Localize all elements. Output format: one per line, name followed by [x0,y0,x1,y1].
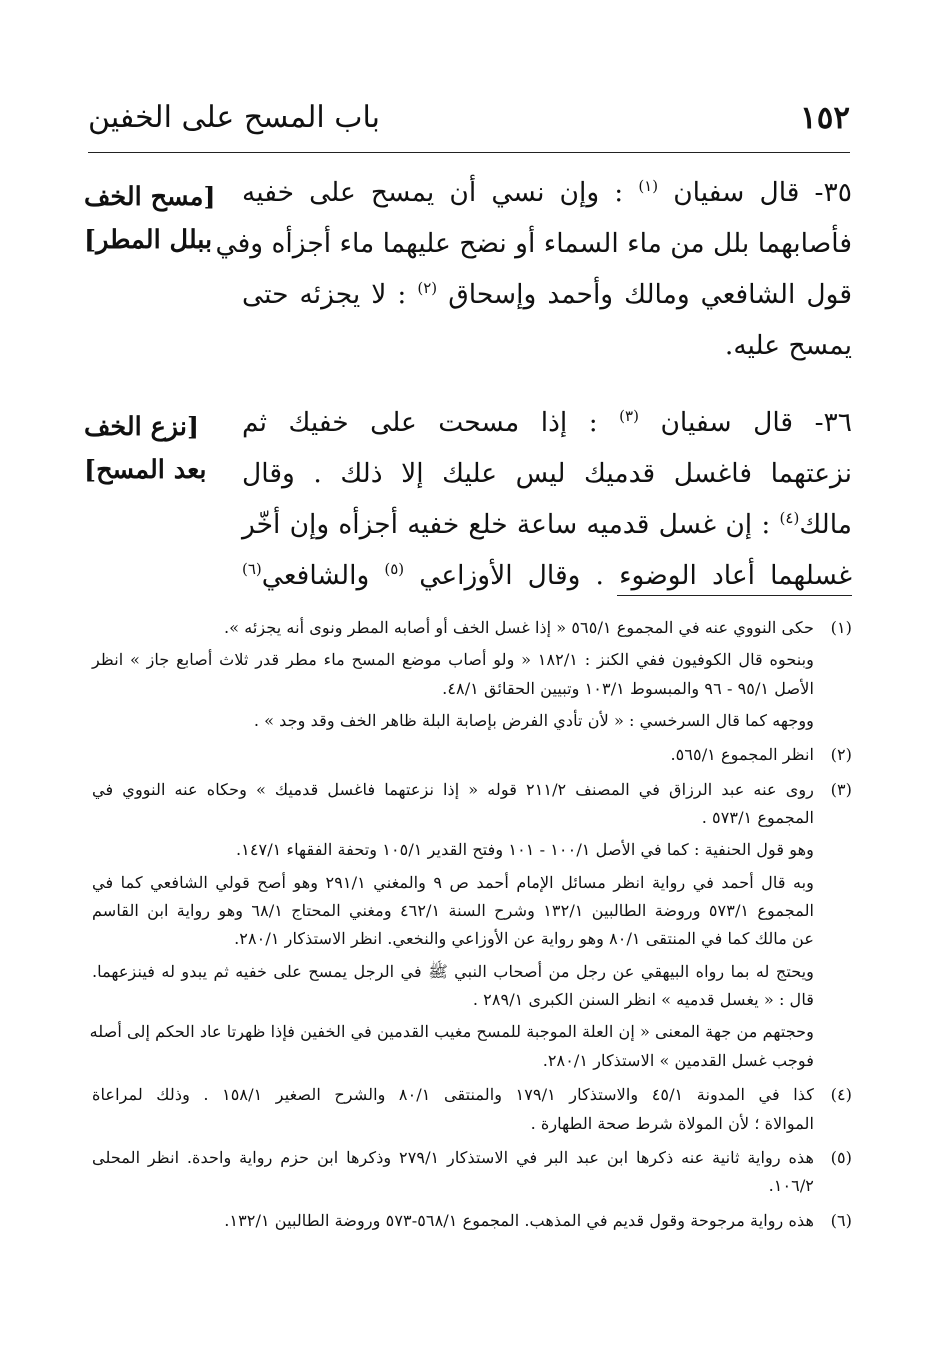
footnote-line: انظر المجموع ٥٦٥/١. [670,745,814,765]
footnote-paragraph [92,836,814,864]
margin-heading-line: [مسح الخف [84,182,216,212]
footnote [92,1081,852,1138]
text-line: نزعتهما فاغسل قدميك ليس عليك إلا ذلك . وقال [242,457,852,489]
paragraph-35 [215,168,852,372]
footnote [89,776,852,1075]
footnote-line: الموالاة ؛ لأن المولاة شرط صحة الطهارة . [530,1113,814,1133]
footnote [92,614,852,735]
margin-heading-line: بعد المسح] [84,455,207,486]
footnote-paragraph [92,741,814,769]
margin-heading-35 [84,176,242,263]
footnote-paragraph [92,869,814,954]
running-title: باب المسح على الخفين [88,100,381,135]
page-number: ١٥٢ [800,100,850,136]
footnote-number: (٢) [830,745,852,765]
footnote-ref[interactable]: (٢) [417,278,438,297]
footnote-line: قال : « يغسل قدميه » انظر السنن الكبرى ٢٨٩/١ . [472,990,814,1010]
footnote-number: (٣) [830,779,852,799]
footnote [92,741,852,769]
footnote-line: هذه رواية مرجوحة وقول قديم في المذهب. المجموع ٥٦٨/١-٥٧٣ وروضة الطالبين ١٣٢/١. [224,1210,814,1230]
footnote-ref[interactable]: (٤) [779,508,800,527]
text-line: يمسح عليه. [724,329,852,361]
footnote-divider [617,595,852,596]
footnote-number: (٤) [830,1085,852,1105]
footnote [92,1207,852,1235]
footnote-line: وهو قول الحنفية : كما في الأصل ١٠٠/١ - ١٠١ وفتح القدير ١٠٥/١ وتحفة الفقهاء ١٤٧/١. [235,840,814,860]
footnote-number: (٦) [830,1210,852,1230]
paragraph-36 [242,398,852,602]
footnote-paragraph [92,1207,814,1235]
footnote-line: كذا في المدونة ٤٥/١ والاستذكار ١٧٩/١ والمنتقى ٨٠/١ والشرح الصغير ١٥٨/١ . وذلك لمراعاة [92,1085,814,1105]
margin-heading-line: [نزع الخف [84,412,200,442]
footnote-line: المجموع ٥٧٣/١ . [701,808,814,828]
footnote-paragraph [92,776,814,833]
margin-heading-line: ببلل المطر] [84,225,213,256]
footnote-paragraph [92,707,814,735]
text-line: ٣٦- قال سفيان $^{(٣)}$ : إذا مسحت على خفيك ثم [242,407,852,438]
footnote-paragraph [92,614,814,642]
text-line: فأصابهما بلل من ماء السماء أو نضح عليهما ماء أجزأه وفي [215,227,852,259]
footnote-line: ويحتج له بما رواه البيهقي عن رجل من أصحاب النبي ﷺ في الرجل يمسح على خفيه ثم يبدو له فينزعهما. [92,961,814,981]
footnote-line: وبنحوه قال الكوفيون ففي الكنز : ١٨٢/١ « ولو أصاب موضع المسح ماء مطر قدر ثلاث أصابع جاز » انظر [92,650,814,670]
footnote-line: وحجتهم من جهة المعنى « إن العلة الموجبة للمسح مغيب القدمين في الخفين فإذا ظهرتا عاد الحكم إلى أصله [89,1022,814,1042]
text-line: ٣٥- قال سفيان $^{(١)}$ : وإن نسي أن يمسح على خفيه [242,177,852,208]
footnote-paragraph [92,646,814,703]
footnote [92,1144,852,1201]
footnote-line: حكى النووي عنه في المجموع ٥٦٥/١ « إذا غسل الخف أو أصابه المطر ونوى أنه يجزئه ». [224,618,814,637]
text-line: غسلهما أعاد الوضوء . وقال الأوزاعي $^{(٥)}$ والشافعي$^{(٦)}$ [242,559,852,591]
footnote-paragraph [92,1144,814,1201]
footnote-line: عن مالك كما في المنتقى ٨٠/١ وهو رواية عن الأوزاعي والنخعي. انظر الاستذكار ٢٨٠/١. [234,929,814,949]
footnote-paragraph [89,1018,814,1075]
footnote-ref[interactable]: (٣) [619,407,639,426]
footnote-paragraph [92,1081,814,1138]
footnote-ref[interactable]: (٦) [242,559,262,578]
footnote-line: الأصل ٩٥/١ - ٩٦ والمبسوط ١٠٣/١ وتبيين الحقائق ٤٨/١. [442,678,814,698]
footnotes-section [89,614,852,1241]
text-line: قول الشافعي ومالك وأحمد وإسحاق $^{(٢)}$ : لا يجزئه حتى [242,278,852,310]
footnote-line: روى عنه عبد الرزاق في المصنف ٢١١/٢ قوله « إذا نزعتهما فاغسل قدميك » وحكاه عنه النووي في [92,779,814,799]
footnote-line: ١٠٦/٢. [768,1176,814,1196]
page-header [88,92,850,153]
footnote-line: وبه قال أحمد في رواية انظر مسائل الإمام أحمد ص ٩ والمغني ٢٩١/١ وهو أصح قولي الشافعي كما في [92,872,814,892]
footnote-number: (١) [830,618,852,637]
footnote-number: (٥) [830,1147,852,1167]
footnote-line: ووجهه كما قال السرخسي : « لأن تأدي الفرض بإصابة البلة ظاهر الخف وقد وجد » . [253,711,814,731]
margin-heading-36 [84,406,242,493]
footnote-ref[interactable]: (١) [638,177,659,196]
footnote-line: المجموع ٥٧٣/١ وروضة الطالبين ١٣٢/١ وشرح السنة ٤٦٢/١ ومغني المحتاج ٦٨/١ وهو رواية ابن القاسم [92,901,814,921]
footnote-ref[interactable]: (٥) [384,559,405,578]
footnote-line: هذه رواية ثانية عنه ذكرها ابن عبد البر في الاستذكار ٢٧٩/١ وذكرها ابن حزم رواية واحدة. انظر المحلى [92,1147,814,1167]
footnote-paragraph [92,958,814,1015]
text-line: مالك$^{(٤)}$ : إن غسل قدميه ساعة خلع خفيه أجزأه وإن أخّر [242,508,852,540]
footnote-line: فوجب غسل القدمين » الاستذكار ٢٨٠/١. [542,1050,814,1070]
